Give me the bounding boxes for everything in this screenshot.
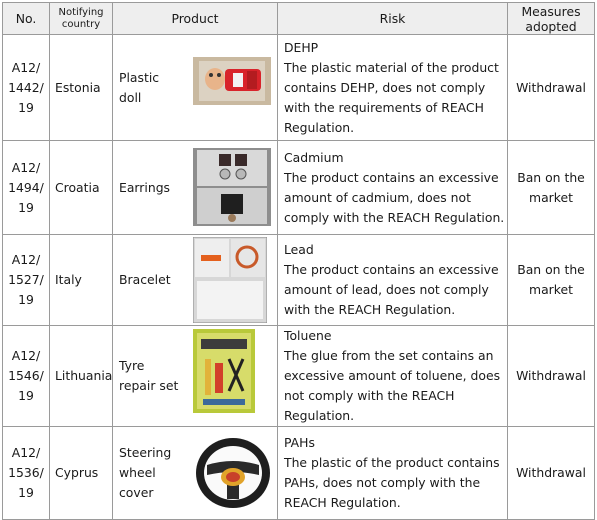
product-name: Earrings [119, 179, 171, 195]
risk-description: The glue from the set contains an excessive amount of toluene, does not comply with the REACH Regulation. [284, 348, 501, 423]
rapex-notifications-table [2, 2, 595, 520]
header-row [3, 3, 595, 35]
row-product [113, 235, 278, 326]
row-risk [278, 235, 508, 326]
row-risk [278, 141, 508, 235]
plastic-doll-photo [193, 57, 271, 105]
steering-wheel-cover-photo [193, 435, 273, 511]
risk-description: The plastic material of the product contains DEHP, does not comply with the requirements of REACH Regulation. [284, 59, 499, 135]
risk-substance: PAHs [284, 435, 315, 450]
row-product [113, 35, 278, 141]
row-measure: Ban on the market [508, 141, 595, 235]
header-measures-adopted: Measures adopted [508, 3, 595, 35]
product-name: Steering wheel cover [119, 445, 172, 500]
row-country: Lithuania [50, 326, 113, 427]
row-country: Italy [50, 235, 113, 326]
row-number: A12/ 1494/ 19 [3, 141, 50, 235]
risk-substance: Lead [284, 242, 314, 257]
product-name: Bracelet [119, 272, 171, 287]
earrings-photo [193, 148, 271, 226]
row-risk [278, 35, 508, 141]
row-product [113, 427, 278, 520]
table-row [3, 427, 595, 520]
row-number: A12/ 1536/ 19 [3, 427, 50, 520]
product-name: Tyre repair set [119, 358, 179, 393]
table-row [3, 326, 595, 427]
row-country: Estonia [50, 35, 113, 141]
row-measure: Withdrawal [508, 326, 595, 427]
header-notifying-country: Notifying country [50, 3, 113, 35]
table-row [3, 235, 595, 326]
row-country: Croatia [50, 141, 113, 235]
header-product: Product [113, 3, 278, 35]
row-product [113, 326, 278, 427]
header-risk: Risk [278, 3, 508, 35]
bracelet-photo [193, 237, 267, 323]
row-measure: Withdrawal [508, 427, 595, 520]
row-measure: Ban on the market [508, 235, 595, 326]
row-number: A12/ 1546/ 19 [3, 326, 50, 427]
row-number: A12/ 1442/ 19 [3, 35, 50, 141]
risk-description: The plastic of the product contains PAHs, does not comply with the REACH Regulation. [284, 455, 500, 510]
row-product [113, 141, 278, 235]
row-risk [278, 427, 508, 520]
row-country: Cyprus [50, 427, 113, 520]
tyre-repair-set-photo [193, 329, 255, 413]
risk-substance: Toluene [284, 328, 332, 343]
row-number: A12/ 1527/ 19 [3, 235, 50, 326]
risk-substance: Cadmium [284, 149, 344, 165]
risk-description: The product contains an excessive amount of lead, does not comply with the REACH Regulation. [284, 262, 499, 317]
product-name: Plastic doll [119, 69, 160, 105]
table-row [3, 35, 595, 141]
risk-substance: DEHP [284, 39, 319, 55]
row-risk [278, 326, 508, 427]
row-measure: Withdrawal [508, 35, 595, 141]
risk-description: The product contains an excessive amount of cadmium, does not comply with the REACH Regulation. [284, 169, 505, 225]
table-row [3, 141, 595, 235]
header-no: No. [3, 3, 50, 35]
